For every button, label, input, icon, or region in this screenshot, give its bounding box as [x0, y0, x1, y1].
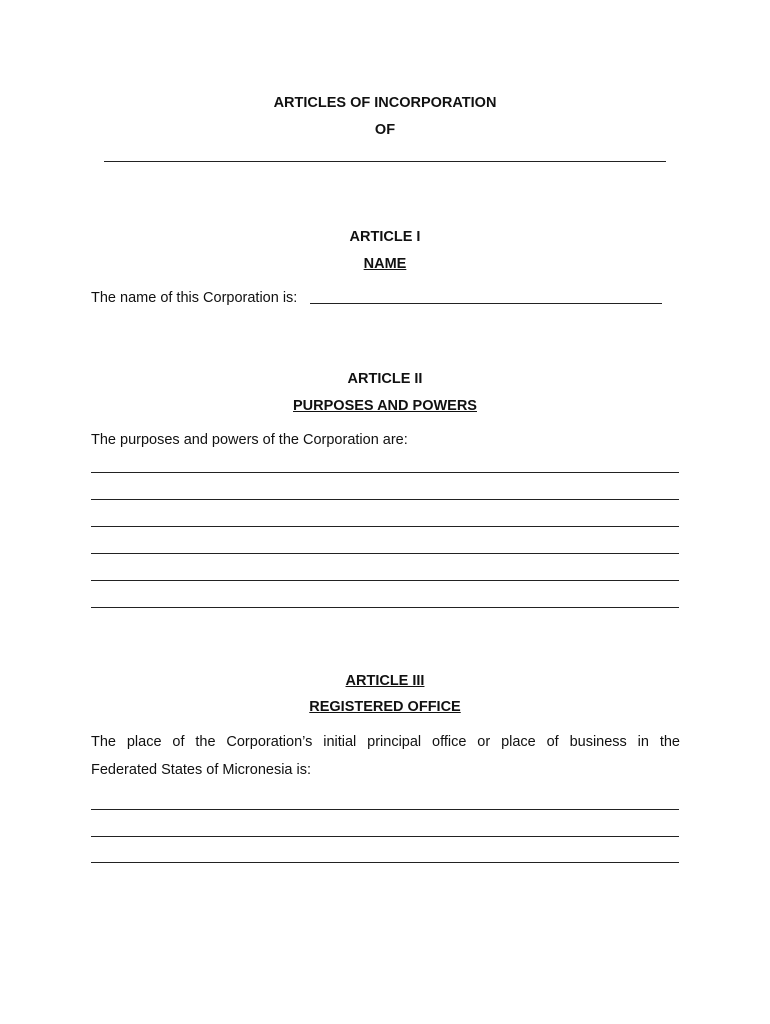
article-3-text-line-1: The place of the Corporation’s initial principal office or place of business in the	[91, 734, 680, 750]
article-1-text: The name of this Corporation is:	[91, 290, 298, 306]
article-2-heading: ARTICLE II	[347, 371, 423, 387]
article-3-blank-line[interactable]	[91, 836, 679, 837]
article-3-subheading: REGISTERED OFFICE	[309, 699, 461, 715]
article-3-text-line-2: Federated States of Micronesia is:	[91, 762, 312, 778]
document-title-of: OF	[374, 122, 396, 138]
article-3-blank-line[interactable]	[91, 862, 679, 863]
article-2-blank-line[interactable]	[91, 553, 679, 554]
corporation-name-blank-line[interactable]	[104, 161, 666, 162]
article-2-blank-line[interactable]	[91, 607, 679, 608]
article-2-blank-line[interactable]	[91, 580, 679, 581]
article-2-text: The purposes and powers of the Corporation are:	[91, 432, 408, 448]
article-1-name-blank-line[interactable]	[310, 303, 662, 304]
article-2-blank-line[interactable]	[91, 526, 679, 527]
article-1-subheading: NAME	[363, 256, 407, 272]
article-2-subheading: PURPOSES AND POWERS	[293, 398, 477, 414]
article-1-heading: ARTICLE I	[349, 229, 421, 245]
article-3-heading: ARTICLE III	[345, 673, 425, 689]
article-3-blank-line[interactable]	[91, 809, 679, 810]
article-2-blank-line[interactable]	[91, 499, 679, 500]
document-title: ARTICLES OF INCORPORATION	[273, 95, 497, 111]
article-2-blank-line[interactable]	[91, 472, 679, 473]
